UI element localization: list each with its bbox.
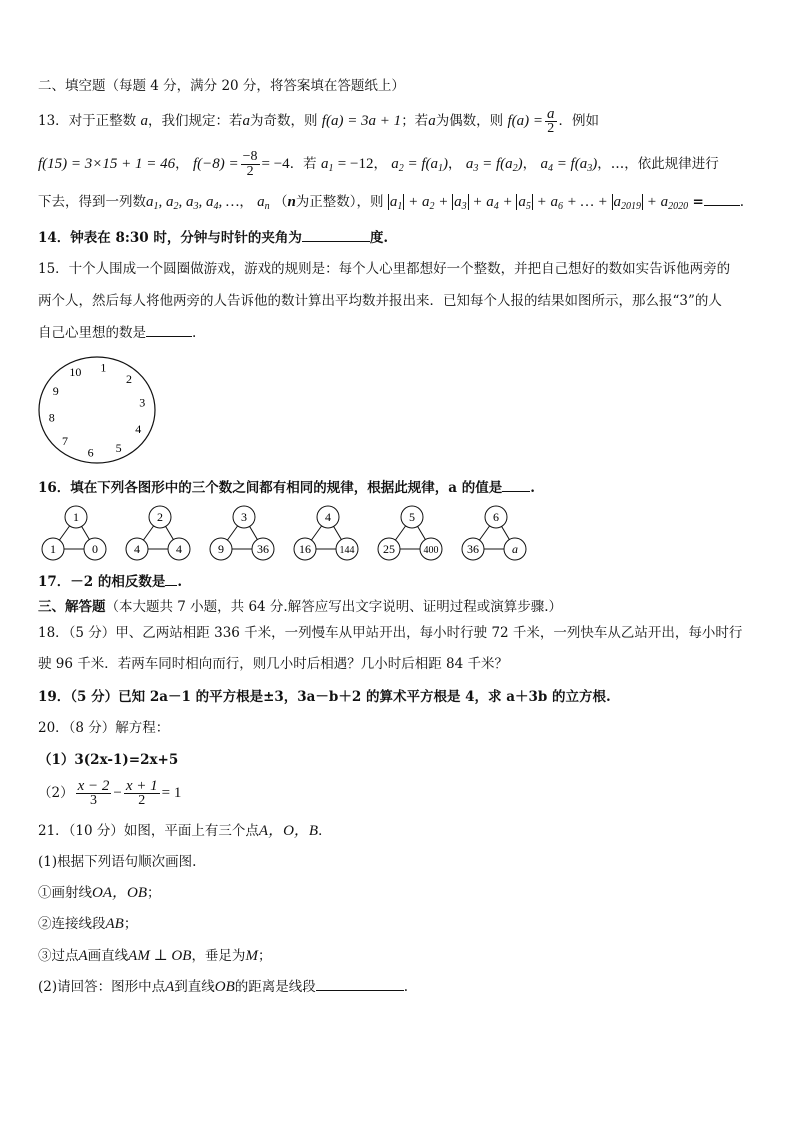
q20-part-1: （1）3(2x-1)=2x+5 xyxy=(38,752,179,768)
q16-answer-blank[interactable] xyxy=(502,479,530,492)
left-number: 36 xyxy=(467,542,479,556)
q20: 20．（8 分）解方程： xyxy=(38,720,170,736)
q13-f-odd: f(a) = 3a + 1 xyxy=(321,113,402,129)
q13-text-e: 为偶数，则 xyxy=(435,113,504,129)
q15-line-3: 自己心里想的数是 . xyxy=(38,325,197,341)
top-number: 6 xyxy=(493,510,499,524)
q21-part-2: (2)请回答：图形中点A到直线OB的距离是线段 . xyxy=(38,979,409,995)
left-number: 16 xyxy=(299,542,311,556)
q16-figure xyxy=(126,506,190,560)
q13-text-i: 下去，得到一列数 xyxy=(38,194,146,210)
q14: 14．钟表在 8:30 时，分钟与时针的夹角为 度. xyxy=(38,230,389,246)
q13-example-2-lhs: f(−8) = xyxy=(192,156,239,172)
circle-outline xyxy=(39,357,155,463)
circle-number: 1 xyxy=(100,360,107,375)
q13-text-d: ；若 xyxy=(401,113,429,129)
q13-text-f: ．例如 xyxy=(558,113,600,129)
circle-number: 5 xyxy=(115,441,122,455)
left-number: 9 xyxy=(218,542,224,556)
q21-points: A，O，B xyxy=(258,823,319,839)
q13-number: 13． xyxy=(38,113,69,129)
top-number: 3 xyxy=(241,510,247,524)
q20-fraction-2: $\frac{x + 1}{2}$ xyxy=(125,778,158,808)
top-number: 1 xyxy=(73,510,79,524)
q15-line-1: 15．十个人围成一个圆圈做游戏，游戏的规则是：每个人心里都想好一个整数，并把自己想好的数如实告诉他两旁的 xyxy=(38,261,731,277)
circle-number: 7 xyxy=(62,433,68,448)
circle-number: 9 xyxy=(52,384,59,399)
q18-line-2: 驶 96 千米．若两车同时相向而行，则几小时后相遇？几小时后相距 84 千米？ xyxy=(38,656,509,672)
q15-answer-blank[interactable] xyxy=(146,324,192,337)
right-number: 144 xyxy=(339,545,355,556)
q13-line-1 xyxy=(38,107,599,136)
left-number: 1 xyxy=(50,542,56,556)
right-number: 36 xyxy=(257,542,269,556)
q16-figures xyxy=(36,504,536,562)
circle-number: 2 xyxy=(126,372,132,387)
q13-answer-blank[interactable] xyxy=(704,193,740,206)
q13-text-a: 对于正整数 xyxy=(68,113,137,129)
right-number: 400 xyxy=(423,545,439,556)
q13-text-h: ，…，依此规律进行 xyxy=(597,156,719,172)
q21-step-1: ①画射线OA，OB； xyxy=(38,885,161,901)
circle-number: 8 xyxy=(48,410,55,425)
left-number: 4 xyxy=(134,542,140,556)
section-3-title: 三、解答题（本大题共 7 小题，共 64 分.解答应写出文字说明、证明过程或演算步骤.） xyxy=(38,599,563,615)
q21-step-3: ③过点A画直线AM ⊥ OB，垂足为M； xyxy=(38,948,272,964)
top-number: 2 xyxy=(157,510,163,524)
q17: 17．－2 的相反数是 . xyxy=(38,574,183,590)
q15-line-2: 两个人，然后每人将他两旁的人告诉他的数计算出平均数并报出来．已知每个人报的结果如图所示，那么报“3”的人 xyxy=(38,293,722,309)
q16-figure xyxy=(42,506,106,560)
q13-f-even-fraction: $\frac{a}{2}$ xyxy=(547,106,555,136)
q13-example-2-fraction: $\frac{-8}{2}$ xyxy=(242,149,258,179)
q16-figure xyxy=(294,506,358,560)
q13-text-b: ，我们规定：若 xyxy=(147,113,243,129)
circle-number: 4 xyxy=(135,421,142,436)
top-number: 5 xyxy=(409,510,415,524)
circle-number: 10 xyxy=(69,365,82,379)
q13-text-g: ．若 xyxy=(289,156,317,172)
q16-figure xyxy=(210,506,274,560)
q13-text-j: 为正整数），则 xyxy=(295,194,384,210)
right-number: a xyxy=(512,542,518,556)
q13-var: a xyxy=(140,113,148,129)
q21-answer-blank[interactable] xyxy=(316,978,404,991)
q18-line-1: 18．（5 分）甲、乙两站相距 336 千米，一列慢车从甲站开出，每小时行驶 72 千米，一列快车从乙站开出，每小时行 xyxy=(38,625,743,641)
top-number: 4 xyxy=(325,510,331,524)
q16-figure xyxy=(378,506,442,560)
circle-number: 3 xyxy=(139,395,146,410)
q14-answer-blank[interactable] xyxy=(302,229,370,242)
q19: 19．（5 分）已知 2a－1 的平方根是±3，3a－b＋2 的算术平方根是 4，求 a＋3b 的立方根. xyxy=(38,689,611,705)
section-2-title: 二、填空题（每题 4 分，满分 20 分，将答案填在答题纸上） xyxy=(38,78,405,94)
q13-a1-value: = −12 xyxy=(337,156,374,172)
q21-step-2: ②连接线段AB； xyxy=(38,916,138,932)
q16: 16．填在下列各图形中的三个数之间都有相同的规律，根据此规律，a 的值是 . xyxy=(38,480,535,496)
q13-line-3: 下去，得到一列数$a_1$, $a_2$, $a_3$, $a_4$, …， $a_n$ （n为正整数），则 $a_1 + a_2 + a_3 + a_4 + a_5 + a_6$ + … + $a_{2019} + a_{2020}$ = . xyxy=(38,194,745,212)
q13-f-even-lhs: f(a) = xyxy=(507,113,544,129)
q21-part-1: (1)根据下列语句顺次画图. xyxy=(38,854,197,870)
right-number: 4 xyxy=(176,542,182,556)
q17-answer-blank[interactable] xyxy=(165,573,177,586)
q20-fraction-1: $\frac{x - 2}{3}$ xyxy=(77,778,110,808)
q13-text-c: 为奇数，则 xyxy=(249,113,318,129)
right-number: 0 xyxy=(92,542,98,556)
q13-example-1: f(15) = 3×15 + 1 = 46 xyxy=(38,156,176,172)
q13-line-2: f(15) = 3×15 + 1 = 46， f(−8) = $\frac{-8}{2}$ = −4．若 $a_1 = -12$， $a_2 = f(a_1)$， $a_3 = f(a_2)$， $a_4 = f(a_3)$，…，依此规律进行 xyxy=(38,149,719,179)
q15-circle-figure xyxy=(34,352,160,468)
q13-example-2-rhs: = −4 xyxy=(261,156,290,172)
left-number: 25 xyxy=(383,542,395,556)
q21: 21．（10 分）如图，平面上有三个点A，O，B． xyxy=(38,823,332,839)
q13-var: a xyxy=(242,113,250,129)
q16-figure xyxy=(462,506,526,560)
q13-var: a xyxy=(428,113,436,129)
circle-number: 6 xyxy=(87,445,94,460)
q20-part-2: （2） $\frac{x - 2}{3}$ − $\frac{x + 1}{2}$ = 1 xyxy=(38,778,182,808)
